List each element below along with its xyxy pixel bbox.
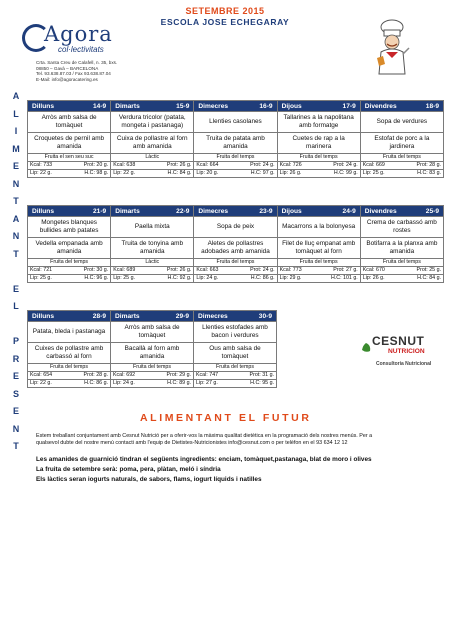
nutrition-cell: [360, 275, 443, 283]
nutrition-pair: [28, 380, 110, 387]
day-date: 29-9: [175, 312, 189, 320]
nutrition-cell: [277, 170, 360, 178]
protein-value: Prot: 24 g.: [250, 162, 275, 168]
protein-value: Prot: 28 g.: [83, 372, 108, 378]
day-name: Dimarts: [115, 312, 140, 320]
protein-value: Prot: 25 g.: [416, 267, 441, 273]
carb-value: H.C: 84 g.: [167, 170, 192, 176]
vertical-letter: E: [12, 161, 19, 171]
nutrition-pair: [194, 372, 276, 379]
vertical-letter: [10, 316, 22, 334]
day-date: 18-9: [425, 102, 439, 110]
lipid-value: Lip: 29 g.: [279, 275, 302, 281]
vertical-slogan: [10, 88, 22, 456]
day-date: 25-9: [425, 207, 439, 215]
day-name: Dimecres: [198, 312, 228, 320]
day-header-cell: [194, 101, 277, 112]
vertical-letter: T: [13, 248, 19, 259]
nutrition-row: [28, 275, 444, 283]
carb-value: H.C: 101 g.: [330, 275, 358, 281]
day-header-cell: [360, 206, 443, 217]
carb-value: H.C: 86 g.: [84, 380, 108, 386]
carb-value: H.C: 89 g.: [167, 380, 191, 386]
dessert-row: [28, 154, 444, 162]
carb-value: H.C: 86 g.: [250, 275, 275, 281]
carb-value: H.C: 99 g.: [333, 170, 358, 176]
carb-value: H.C: 95 g.: [250, 380, 274, 386]
nutrition-pair: [111, 162, 193, 169]
dessert-row: [28, 364, 277, 372]
first-course: Sopa de peix: [194, 217, 277, 238]
vertical-letter: L: [13, 301, 19, 311]
day-header-cell: [111, 206, 194, 217]
second-course-row: [28, 238, 444, 259]
day-name: Dilluns: [32, 312, 54, 320]
first-course-row: [28, 112, 444, 133]
nutrition-cell: [111, 275, 194, 283]
first-course-row: [28, 322, 277, 343]
second-course: Aletes de pollastres adobades amb amanida: [194, 238, 277, 259]
day-header-cell: [28, 206, 111, 217]
nutrition-pair: [278, 275, 360, 282]
day-name: Divendres: [364, 102, 397, 110]
lipid-value: Lip: 26 g.: [362, 275, 385, 281]
day-name: Divendres: [364, 207, 397, 215]
footer-note: [36, 433, 426, 447]
nutrition-cell: [28, 162, 111, 170]
vertical-letter: L: [13, 108, 19, 119]
dessert-row: [28, 259, 444, 267]
vertical-letter: N: [12, 178, 20, 189]
first-course: Sopa de verdures: [360, 112, 443, 133]
nutrition-cell: [111, 267, 194, 275]
kcal-value: Kcal: 670: [362, 267, 385, 273]
day-header-cell: [111, 311, 194, 322]
carb-value: H.C: 92 g.: [167, 275, 192, 281]
day-header-cell: [111, 101, 194, 112]
lipid-value: Lip: 22 g.: [30, 380, 52, 386]
protein-value: Prot: 24 g.: [250, 267, 275, 273]
vertical-letter: T: [13, 196, 19, 206]
lipid-value: Lip: 24 g.: [113, 380, 135, 386]
vertical-letter: E: [12, 283, 19, 294]
lipid-value: Lip: 20 g.: [196, 170, 219, 176]
protein-value: Prot: 26 g.: [166, 267, 192, 273]
day-date: 22-9: [176, 207, 190, 215]
day-header-row: [28, 311, 277, 322]
week-menu-table: [27, 100, 444, 178]
second-course: Bacallà al forn amb amanida: [111, 343, 194, 364]
nutrition-pair: [28, 372, 110, 379]
dessert: Fruita del temps: [194, 154, 277, 162]
lipid-value: Lip: 26 g.: [279, 170, 302, 176]
nutrition-pair: [361, 275, 443, 282]
cesnut-subtitle: NUTRICION: [388, 348, 425, 355]
nutrition-cell: [28, 267, 111, 275]
cesnut-logo: [358, 332, 446, 380]
vertical-letter: T: [13, 441, 19, 451]
nutrition-cell: [28, 380, 111, 388]
nutrition-pair: [361, 162, 443, 169]
day-header-cell: [277, 101, 360, 112]
kcal-value: Kcal: 663: [196, 267, 219, 273]
day-header-cell: [28, 101, 111, 112]
nutrition-cell: [277, 275, 360, 283]
nutrition-pair: [361, 267, 443, 274]
nutrition-cell: [360, 267, 443, 275]
first-course: Tallarines a la napolitana amb formatge: [277, 112, 360, 133]
nutrition-cell: [194, 162, 277, 170]
protein-value: Prot: 27 g.: [333, 267, 358, 273]
vertical-letter: R: [12, 353, 20, 364]
first-course: Crema de carbassó amb rostes: [360, 217, 443, 238]
day-name: Dimarts: [115, 102, 140, 110]
lipid-value: Lip: 25 g.: [362, 170, 385, 176]
footer-slogan: ALIMENTANT EL FUTUR: [140, 412, 312, 424]
carb-value: H.C: 84 g.: [417, 275, 441, 281]
dessert: Fruita del temps: [194, 259, 277, 267]
nutrition-cell: [360, 162, 443, 170]
dessert: Fruita del temps: [194, 364, 277, 372]
carb-value: H.C: 97 g.: [250, 170, 275, 176]
lipid-value: Lip: 24 g.: [196, 275, 219, 281]
first-course: Llenties estofades amb bacon i verdures: [194, 322, 277, 343]
day-date: 16-9: [259, 102, 273, 110]
day-name: Dilluns: [32, 207, 54, 215]
day-name: Dijous: [281, 207, 302, 215]
carb-value: H.C: 83 g.: [417, 170, 441, 176]
address-line: 08850 – Gavà – BARCELONA: [36, 65, 99, 71]
day-date: 23-9: [259, 207, 273, 215]
vertical-letter: N: [12, 423, 20, 434]
footer-note-line: qualsevol dubte del nostre menú contacti amb l'equip de Dietistes-Nutricionistes info@cesnut.com o per telèfon en el 93 634 12 12: [36, 440, 348, 447]
nutrition-cell: [194, 267, 277, 275]
kcal-value: Kcal: 669: [362, 162, 385, 168]
first-course: Macarrons a la bolonyesa: [277, 217, 360, 238]
nutrition-pair: [111, 275, 193, 282]
nutrition-row: [28, 162, 444, 170]
menu-month: SETEMBRE 2015: [185, 6, 265, 16]
cesnut-name: CESNUT: [372, 334, 425, 348]
footer-note-line: Estem treballant conjuntament amb Cesnut Nutrició per a oferir-vos la màxima qualitat dietètica en la programació dels nostres menús. Per a: [36, 433, 373, 439]
cesnut-mark-icon: [360, 342, 372, 354]
day-date: 30-9: [258, 312, 272, 320]
vertical-letter: S: [12, 388, 19, 399]
kcal-value: Kcal: 692: [113, 372, 136, 378]
footer-info: [36, 455, 436, 485]
second-course: Filet de lluç empanat amb tomàquet al forn: [277, 238, 360, 259]
vertical-letter: P: [12, 336, 19, 346]
day-header-cell: [277, 206, 360, 217]
second-course: Estofat de porc a la jardinera: [360, 133, 443, 154]
nutrition-cell: [111, 372, 194, 380]
nutrition-cell: [194, 275, 277, 283]
week-menu-table: [27, 205, 444, 283]
kcal-value: Kcal: 773: [279, 267, 302, 273]
kcal-value: Kcal: 654: [30, 372, 53, 378]
second-course: Truita de patata amb amanida: [194, 133, 277, 154]
second-course-row: [28, 133, 444, 154]
dessert: Fruita del temps: [360, 259, 443, 267]
dessert: Fruita del temps: [111, 364, 194, 372]
first-course: Arròs amb salsa de tomàquet: [28, 112, 111, 133]
day-date: 14-9: [92, 102, 107, 110]
first-course: Arròs amb salsa de tomàquet: [111, 322, 194, 343]
lipid-value: Lip: 25 g.: [30, 275, 52, 281]
dessert: Fruita del temps: [28, 259, 111, 267]
protein-value: Prot: 28 g.: [416, 162, 441, 168]
lipid-value: Lip: 22 g.: [113, 170, 135, 176]
nutrition-pair: [278, 267, 360, 274]
salad-ingredients-line: Les amanides de guarnició tindran el següents ingredients: enciam, tomàquet,pastanaga, blat de moro i olives: [36, 456, 372, 463]
second-course: Ous amb salsa de tomàquet: [194, 343, 277, 364]
kcal-value: Kcal: 721: [30, 267, 53, 273]
logo-sub-text: col·lectivitats: [58, 45, 104, 54]
logo-main-text: Agora: [44, 22, 113, 46]
first-course: Patata, bleda i pastanaga: [28, 322, 111, 343]
lipid-value: Lip: 22 g.: [30, 170, 52, 176]
address-line: Tel. 93.638.87.03 / Fax 93.638.87.04: [36, 71, 111, 77]
second-course-row: [28, 343, 277, 364]
lipid-value: Lip: 27 g.: [196, 380, 218, 386]
kcal-value: Kcal: 747: [196, 372, 219, 378]
nutrition-pair: [28, 170, 110, 177]
nutrition-pair: [28, 275, 110, 282]
first-course: Mongetes blanques bullides amb patates: [28, 217, 111, 238]
dairy-line: Els làctics seran iogurts naturals, de sabors, flams, iogurt líquids i natilles: [36, 476, 262, 483]
day-header-cell: [360, 101, 443, 112]
carb-value: H.C: 98 g.: [84, 170, 109, 176]
vertical-letter: A: [12, 91, 20, 101]
dessert: Fruita del temps: [28, 364, 111, 372]
protein-value: Prot: 24 g.: [333, 162, 358, 168]
chef-icon: [372, 18, 412, 80]
first-course-row: [28, 217, 444, 238]
second-course: Croquetes de pernil amb amanida: [28, 133, 111, 154]
day-date: 28-9: [92, 312, 106, 320]
nutrition-cell: [111, 162, 194, 170]
nutrition-pair: [28, 267, 110, 274]
second-course: Cuixa de pollastre al forn amb amanida: [111, 133, 194, 154]
nutrition-row: [28, 380, 277, 388]
agora-logo: [18, 22, 158, 82]
school-name: ESCOLA JOSE ECHEGARAY: [160, 17, 290, 27]
first-course: Verdura tricolor (patata, mongeta i pastanaga): [111, 112, 194, 133]
day-header-cell: [194, 206, 277, 217]
day-name: Dimarts: [115, 207, 140, 215]
dessert: Fruita el sen seu suc: [28, 154, 111, 162]
day-name: Dijous: [281, 102, 302, 110]
protein-value: Prot: 30 g.: [83, 267, 109, 273]
cesnut-tagline: Consultoria Nutricional: [376, 361, 432, 367]
vertical-letter: A: [12, 213, 20, 224]
day-header-cell: [28, 311, 111, 322]
dessert: Fruita del temps: [277, 259, 360, 267]
kcal-value: Kcal: 726: [279, 162, 302, 168]
second-course: Cuixes de pollastre amb carbassó al forn: [28, 343, 111, 364]
nutrition-pair: [194, 267, 276, 274]
nutrition-pair: [111, 372, 193, 379]
protein-value: Prot: 29 g.: [166, 372, 191, 378]
nutrition-pair: [194, 170, 276, 177]
nutrition-cell: [277, 162, 360, 170]
second-course: Vedella empanada amb amanida: [28, 238, 111, 259]
vertical-letter: N: [12, 231, 20, 241]
nutrition-cell: [111, 170, 194, 178]
nutrition-pair: [194, 275, 276, 282]
nutrition-row: [28, 170, 444, 178]
day-name: Dilluns: [32, 102, 54, 110]
day-date: 24-9: [342, 207, 356, 215]
nutrition-cell: [194, 372, 277, 380]
vertical-letter: I: [14, 126, 18, 136]
fruit-line: La fruita de setembre serà: poma, pera, plàtan, meló i síndria: [36, 466, 221, 473]
protein-value: Prot: 20 g.: [83, 162, 109, 168]
second-course: Truita de tonyina amb amanida: [111, 238, 194, 259]
kcal-value: Kcal: 689: [113, 267, 136, 273]
day-date: 15-9: [176, 102, 190, 110]
kcal-value: Kcal: 664: [196, 162, 219, 168]
day-date: 21-9: [92, 207, 107, 215]
day-header-row: [28, 206, 444, 217]
dessert: Làctic: [111, 259, 194, 267]
second-course: Cuetes de rap a la marinera: [277, 133, 360, 154]
carb-value: H.C: 96 g.: [84, 275, 109, 281]
protein-value: Prot: 26 g.: [166, 162, 192, 168]
first-course: Llenties casolanes: [194, 112, 277, 133]
dessert: Fruita del temps: [277, 154, 360, 162]
day-header-row: [28, 101, 444, 112]
vertical-letter: M: [12, 143, 20, 154]
menu-title-block: [150, 6, 300, 27]
day-header-cell: [194, 311, 277, 322]
week-menu-table: [27, 310, 277, 388]
nutrition-pair: [111, 170, 193, 177]
nutrition-row: [28, 267, 444, 275]
day-name: Dimecres: [198, 102, 229, 110]
second-course: Botifarra a la planxa amb amanida: [360, 238, 443, 259]
nutrition-cell: [28, 170, 111, 178]
vertical-letter: E: [12, 406, 19, 416]
dessert: Làctic: [111, 154, 194, 162]
nutrition-pair: [194, 162, 276, 169]
protein-value: Prot: 31 g.: [249, 372, 274, 378]
nutrition-pair: [28, 162, 110, 169]
day-date: 17-9: [342, 102, 356, 110]
day-name: Dimecres: [198, 207, 229, 215]
kcal-value: Kcal: 733: [30, 162, 53, 168]
vertical-letter: [10, 263, 22, 281]
nutrition-pair: [194, 380, 276, 387]
nutrition-row: [28, 372, 277, 380]
nutrition-cell: [28, 275, 111, 283]
nutrition-pair: [278, 170, 360, 177]
company-address: [36, 60, 156, 82]
nutrition-pair: [111, 267, 193, 274]
nutrition-cell: [277, 267, 360, 275]
vertical-letter: E: [12, 371, 19, 381]
first-course: Paella mixta: [111, 217, 194, 238]
nutrition-cell: [194, 170, 277, 178]
nutrition-pair: [111, 380, 193, 387]
address-line: E-Mail: info@agoracatering.es: [36, 76, 98, 82]
kcal-value: Kcal: 638: [113, 162, 136, 168]
lipid-value: Lip: 25 g.: [113, 275, 135, 281]
nutrition-pair: [361, 170, 443, 177]
nutrition-cell: [194, 380, 277, 388]
dessert: Fruita del temps: [360, 154, 443, 162]
nutrition-cell: [111, 380, 194, 388]
address-line: Crta. Santa Creu de Calafell, n. 35, bxs.: [36, 60, 118, 65]
nutrition-pair: [278, 162, 360, 169]
nutrition-cell: [360, 170, 443, 178]
nutrition-cell: [28, 372, 111, 380]
